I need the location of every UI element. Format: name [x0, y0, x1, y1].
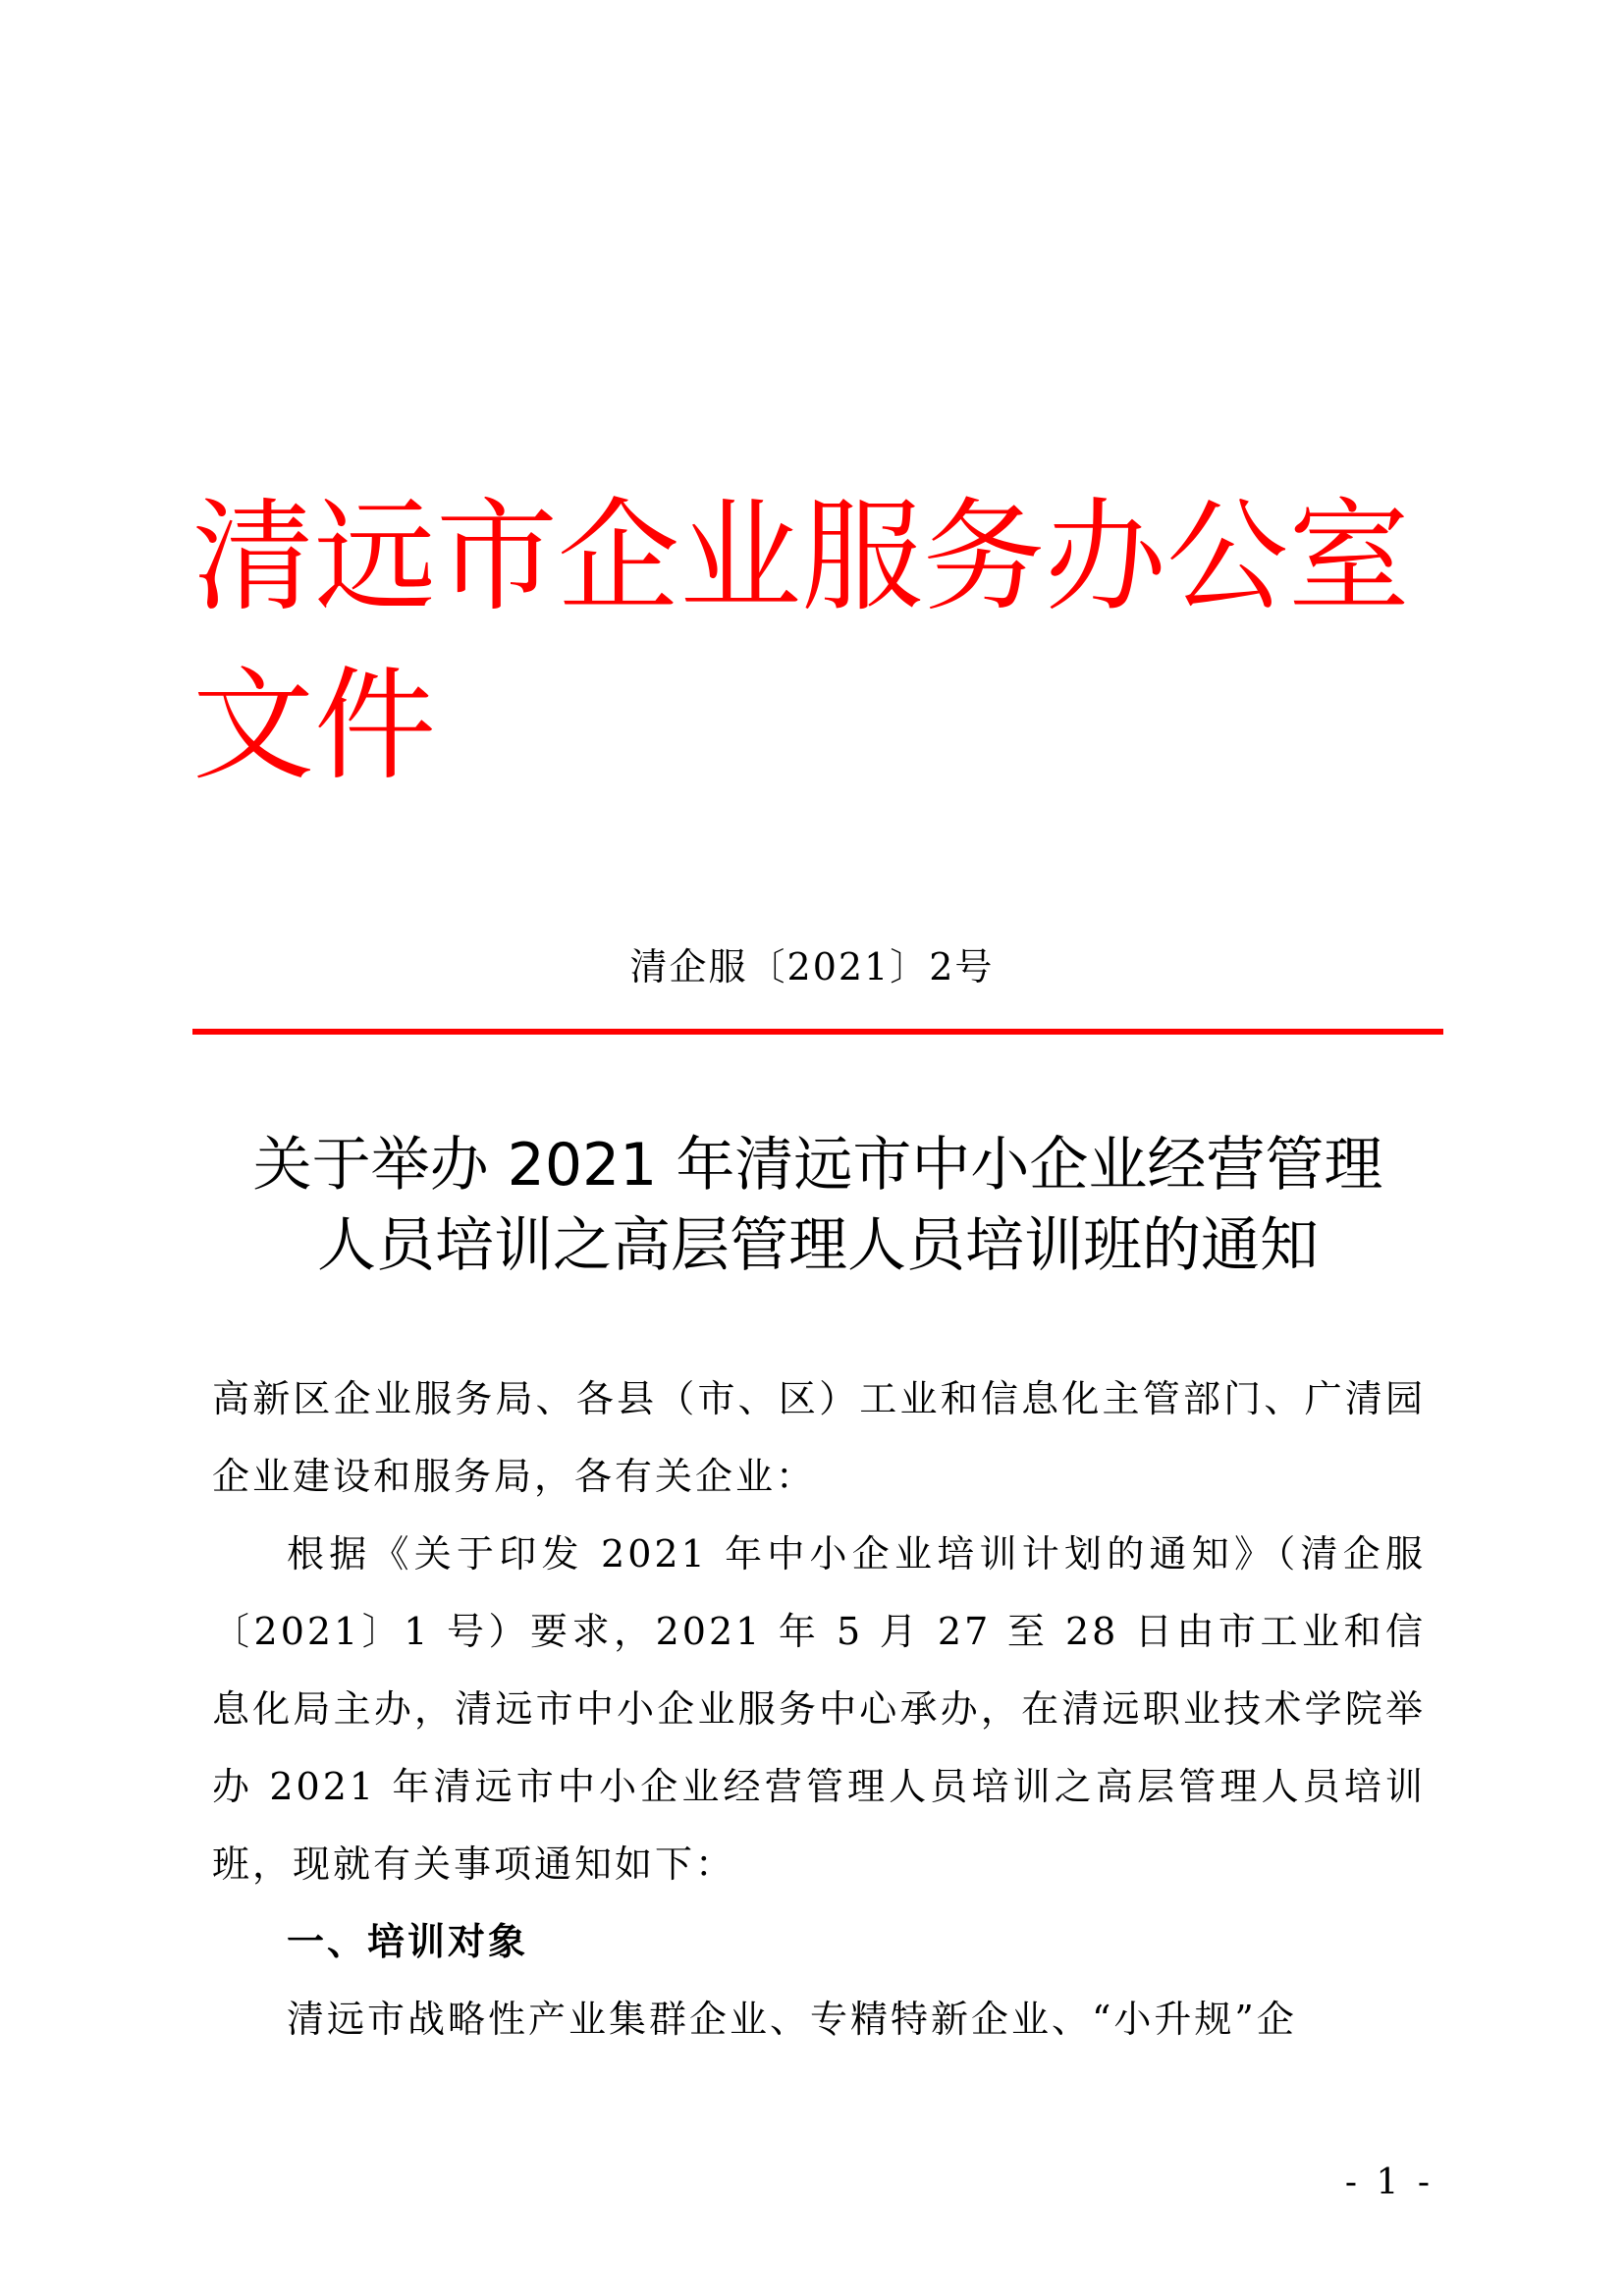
- notice-body: [212, 1361, 1426, 2058]
- document-header-title: 清远市企业服务办公室文件: [192, 487, 1411, 797]
- recipients-paragraph: 高新区企业服务局、各县（市、区）工业和信息化主管部门、广清园企业建设和服务局，各有关企业：: [212, 1377, 1426, 1498]
- red-separator-rule: [192, 1029, 1443, 1035]
- document-number: 清企服〔2021〕2号: [629, 945, 995, 988]
- notice-title-line-2: 人员培训之高层管理人员培训班的通知: [317, 1211, 1319, 1280]
- intro-paragraph: 根据《关于印发 2021 年中小企业培训计划的通知》（清企服〔2021〕1 号）要求，2021 年 5 月 27 至 28 日由市工业和信息化局主办，清远市中小企业服务中心承办，在清远职业技术学院举办 2021 年清远市中小企业经营管理人员培训之高层管理人员培训班，现就有关事项通知如下：: [212, 1532, 1426, 1886]
- page-number: - 1 -: [1344, 2163, 1434, 2203]
- training-targets-paragraph: 清远市战略性产业集群企业、专精特新企业、“小升规”企: [287, 1998, 1297, 2041]
- notice-title: [192, 1125, 1443, 1286]
- section-heading-training-targets: 一、培训对象: [287, 1920, 529, 1963]
- notice-title-line-1: 关于举办 2021 年清远市中小企业经营管理: [252, 1131, 1383, 1200]
